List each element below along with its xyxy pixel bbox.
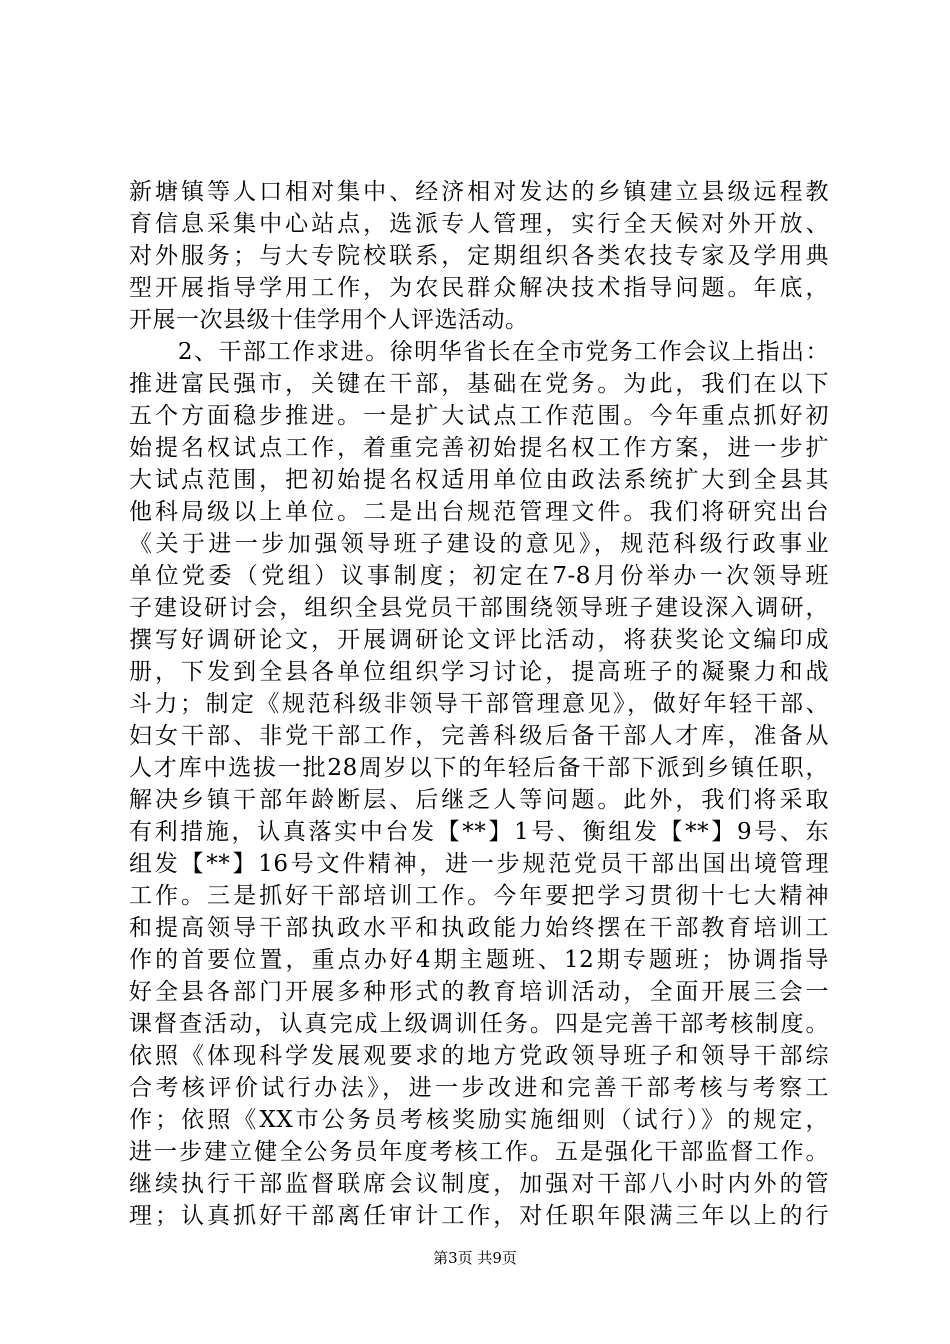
text-line: 册，下发到全县各单位组织学习讨论，提高班子的凝聚力和战 — [129, 659, 829, 685]
text-line: 撰写好调研论文，开展调研论文评比活动，将获奖论文编印成 — [129, 627, 829, 653]
text-line: 组发【**】16号文件精神，进一步规范党员干部出国出境管理 — [129, 851, 829, 877]
text-line: 课督查活动，认真完成上级调训任务。四是完善干部考核制度。 — [129, 1011, 829, 1037]
text-line: 好全县各部门开展多种形式的教育培训活动，全面开展三会一 — [129, 979, 829, 1005]
text-line: 有利措施，认真落实中台发【**】1号、衡组发【**】9号、东 — [129, 819, 829, 845]
text-line: 合考核评价试行办法》，进一步改进和完善干部考核与考察工 — [129, 1075, 829, 1101]
text-line: 作的首要位置，重点办好4期主题班、12期专题班；协调指导 — [129, 947, 829, 973]
text-line: 继续执行干部监督联席会议制度，加强对干部八小时内外的管 — [129, 1171, 829, 1197]
text-line: 进一步建立健全公务员年度考核工作。五是强化干部监督工作。 — [129, 1139, 829, 1165]
text-line: 对外服务；与大专院校联系，定期组织各类农技专家及学用典 — [129, 243, 829, 269]
text-line: 型开展指导学用工作，为农民群众解决技术指导问题。年底， — [129, 275, 829, 301]
text-line: 《关于进一步加强领导班子建设的意见》，规范科级行政事业 — [129, 531, 829, 557]
text-line: 开展一次县级十佳学用个人评选活动。 — [129, 307, 529, 333]
text-line: 育信息采集中心站点，选派专人管理，实行全天候对外开放、 — [129, 211, 829, 237]
text-line: 妇女干部、非党干部工作，完善科级后备干部人才库，准备从 — [129, 723, 829, 749]
text-line: 2、干部工作求进。徐明华省长在全市党务工作会议上指出： — [129, 339, 829, 365]
text-line: 单位党委（党组）议事制度；初定在7-8月份举办一次领导班 — [129, 563, 829, 589]
text-line: 子建设研讨会，组织全县党员干部围绕领导班子建设深入调研， — [129, 595, 829, 621]
text-line: 解决乡镇干部年龄断层、后继乏人等问题。此外，我们将采取 — [129, 787, 829, 813]
text-line: 作；依照《XX市公务员考核奖励实施细则（试行）》的规定， — [129, 1107, 829, 1133]
text-line: 斗力；制定《规范科级非领导干部管理意见》，做好年轻干部、 — [129, 691, 829, 717]
text-line: 新塘镇等人口相对集中、经济相对发达的乡镇建立县级远程教 — [129, 179, 829, 205]
page-number: 第3页 共9页 — [433, 1249, 517, 1267]
text-line: 工作。三是抓好干部培训工作。今年要把学习贯彻十七大精神 — [129, 883, 829, 909]
text-line: 他科局级以上单位。二是出台规范管理文件。我们将研究出台 — [129, 499, 829, 525]
document-body — [129, 176, 829, 1232]
text-line: 人才库中选拔一批28周岁以下的年轻后备干部下派到乡镇任职， — [129, 755, 829, 781]
text-line: 理；认真抓好干部离任审计工作，对任职年限满三年以上的行 — [129, 1203, 829, 1229]
text-line: 推进富民强市，关键在干部，基础在党务。为此，我们在以下 — [129, 371, 829, 397]
text-line: 大试点范围，把初始提名权适用单位由政法系统扩大到全县其 — [129, 467, 829, 493]
text-line: 依照《体现科学发展观要求的地方党政领导班子和领导干部综 — [129, 1043, 829, 1069]
text-line: 五个方面稳步推进。一是扩大试点工作范围。今年重点抓好初 — [129, 403, 829, 429]
text-line: 和提高领导干部执政水平和执政能力始终摆在干部教育培训工 — [129, 915, 829, 941]
text-line: 始提名权试点工作，着重完善初始提名权工作方案，进一步扩 — [129, 435, 829, 461]
